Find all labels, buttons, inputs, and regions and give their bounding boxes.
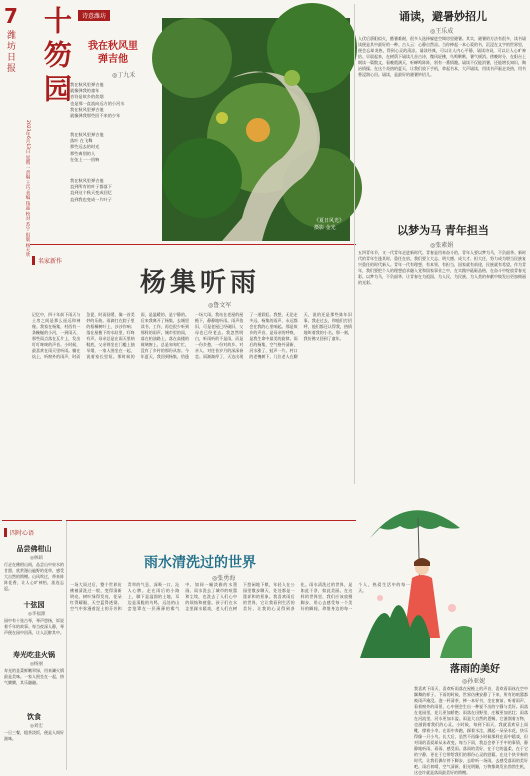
poem-tag: 诗意潍坊	[78, 10, 110, 21]
right-top-title: 诵读，避暑妙招儿	[399, 10, 487, 23]
left-item-4-body: 一日三餐，粗茶淡饭，便是人间好滋味。	[4, 730, 64, 741]
section-title: 十笏园	[40, 6, 73, 108]
illustrated-divider	[66, 520, 356, 521]
left-column-divider	[2, 520, 62, 521]
issue-info: 2023年6月13日 星期二 责编 王巧 美编 钱晶 校对 苏宁 组版 杨大欣	[25, 120, 30, 257]
left-item-4-author: ◎刘宏	[30, 724, 43, 729]
column-divider	[354, 4, 355, 484]
illustrated-body: 一场大雨过后，整个世界仿佛被清洗过一般，变得清新明亮。树叶绿得发亮，花朵红得耀眼，天空蓝得透彻。空气中弥漫着泥土的芬芳和青草的气息，深吸一口，沁人心脾。走在雨后的小路上，脚下是湿润的土地，耳边是清脆的鸟鸣，远处的山峦笼罩在一层薄薄的雾气中，如同一幅淡雅的水墨画。雨水洗去了城市的喧嚣和尘埃，也洗去了人们心中的烦恼和疲惫。孩子们在水洼里踩水嬉戏，老人们在树下悠闲地下棋，年轻人在公园里散步聊天，处处都是一派祥和的景象。我喜欢雨后的世界，它让我看到生活的美好，让我的心灵得到净化。雨水清洗过的世界，是如此干净，如此美丽。在这样的世界里，我们应该放慢脚步，用心去感受每一个美好的瞬间，珍惜身边的每一个人，热爱生活中的每一天。	[70, 582, 410, 611]
bottom-right-title: 落雨的美好	[450, 664, 500, 675]
illustrated-author: ◎张勇海	[212, 575, 236, 582]
illustrated-title: 雨水清洗过的世界	[144, 555, 256, 571]
poem-stanza-1: 我在秋风里弹吉他 就像弹我的童年 音符是故乡的炊烟 也是那一直流向远方的小河水 我在秋风里弹吉他 就像弹我那些回不来的少年	[70, 82, 125, 119]
bottom-right-body: 我喜欢下雨天，喜欢听雨落在屋檐上的声音，喜欢看雨丝在空中飘舞的样子。下雨的时候，世界仿佛安静了下来，所有的喧嚣都被雨声淹没。泡一杯清茶，捧一本好书，坐在窗前，听着雨声，看着窗外的雨景，心中便会生出一种说不出的宁静与美好。雨落在花园里，花儿更加娇艳；雨落在田野里，庄稼更加茁壮；雨落在河流里，河水更加丰盈。雨是大自然的恩赐，它滋润着万物，也滋润着我们的心灵。小时候，每到下雨天，我就喜欢穿上雨靴，撑着小伞，在雨中奔跑，踩着水洼，溅起一朵朵水花，快乐得像一只小鸟。长大后，虽然不再像小时候那样在雨中嬉戏，但对雨的喜爱却从未改变。每当下雨，我总会停下手中的事情，静静地听雨、看雨、感受雨。落雨的美好，在于它的温柔，在于它的宁静，更在于它带给我们的那份心灵的慰藉。在这个快节奏的时代，让我们偶尔停下脚步，去聆听一场雨，去感受落雨的美好吧。雨后初晴，空气清新，阳光明媚，万物都焕发出勃勃生机，这也许就是落雨最美好的馈赠。	[414, 686, 528, 775]
poem-author: ◎丁九禾	[112, 72, 136, 79]
left-item-1-title: 品尝佛柑山	[16, 544, 52, 553]
left-item-1-body: 行走在佛柑山间，品尝山中泉水的甘甜，欣赏漫山遍野的花草，感受大自然的馈赠。山风吹过，带来阵阵花香，让人心旷神怡，流连忘返。	[4, 562, 64, 591]
summer-photo	[162, 18, 350, 241]
left-bottom-divider	[66, 520, 67, 770]
main-article-title: 杨集听雨	[140, 268, 261, 298]
main-article-body: 记忆中，四十年前下雨天与土房之间是那么遥远和神秘。我家在杨集，村西有一条蜿蜒的小河，一到雨天，那些雨点落在瓦片上，发出叮叮咚咚的声音。小时候，最喜欢在雨天里听雨。躺在炕上，听窗外的雨声，时而急促，时而舒缓，像一首美妙的乐曲。雨滴打在院子里的梧桐树叶上，沙沙作响；落在屋檐下的水缸里，叮咚有声。母亲总是在雨天里纳鞋底，父亲则坐在门槛上抽旱烟，一家人围坐在一起，说着家长里短。那时候的雨，是温暖的，是宁静的。后来我离开了杨集，去城里读书、工作，再也很少听到那样的雨声。城市里的雨，落在柏油路上，落在高楼的玻璃窗上，总是匆匆忙忙，没有了乡村的那份从容。今年夏天，我回到杨集，恰逢一场大雨。我站在老屋的屋檐下，静静地听雨。雨声依旧，可是老屋已经破旧，父母也已经老去。我忽然明白，听雨听的不是雨，而是一份乡愁，一份对故乡、对亲人、对往昔岁月的深深眷恋。雨渐渐停了，天边出现了一道彩虹。我想，无论走多远，杨集的雨声，永远都会在我的心里响起。那是故乡的声音，是母亲的呼唤，是我生命中最美的旋律。雨后的杨集，空气格外清新，河水涨了，蛙声一片。村口的老槐树下，几位老人在聊天，说的还是那些陈年旧事。我走过去，和他们打招呼，他们都还认得我，热情地叫着我的小名。那一刻，我仿佛又回到了童年。	[32, 312, 352, 359]
left-column-tag: 四时心语	[4, 528, 34, 537]
main-article-tag: 名家新作	[32, 256, 62, 265]
left-item-3-body: 寿光的韭菜鲜嫩翠绿，用来涮火锅最是美味。一家人围坐在一起，热气腾腾，其乐融融。	[4, 668, 64, 685]
paper-name: 潍坊日报	[5, 30, 15, 74]
left-item-2-title: 十弦园	[23, 600, 45, 609]
right-top-author: ◎王乐成	[430, 28, 454, 35]
left-item-4-title: 饮食	[27, 712, 41, 721]
poem-stanza-2: 我在秋风里弹吉他 落叶 在飞舞 那些远去的时光 那些离别的人 在弦上一一回响	[70, 132, 104, 162]
left-item-2-author: ◎李福源	[28, 612, 46, 617]
right-mid-body: 五四青年节，又一代青年走进新时代。青春是用来奋斗的，青年人要以梦为马，不负韶华。新时代的青年生逢其时，重任在肩。我们要立大志、明大德、成大才、担大任，努力成为堪当民族复兴重任的时代新人。青年一代有理想、有本领、有担当，国家就有前途，民族就有希望。作为青年，我们要把个人的理想追求融入党和国家事业之中，在实践中砥砺品格，在奋斗中绽放青春光彩。以梦为马，不负韶华，让青春在为祖国、为人民、为民族、为人类的奉献中焕发出更加绚丽的光彩。	[358, 250, 526, 285]
left-item-1-author: ◎林硕	[30, 556, 43, 561]
bottom-right-author: ◎孙亚妮	[462, 678, 486, 685]
poem-title-line1: 我在秋风里	[88, 41, 138, 52]
left-item-3-title: 寿光吃韭火锅	[13, 650, 55, 659]
umbrella-girl-illustration	[360, 488, 472, 658]
masthead	[4, 4, 32, 74]
right-mid-title: 以梦为马 青年担当	[397, 224, 489, 237]
poem-title	[66, 40, 160, 66]
photo-caption-title: 《夏日风光》	[313, 218, 344, 224]
garden-landscape-image	[162, 18, 350, 241]
left-item-3-author: ◎杨丽	[30, 662, 43, 667]
right-mid-author: ◎张素娟	[430, 242, 454, 249]
poem-title-line2: 弹吉他	[98, 54, 128, 65]
page-number: 7	[4, 4, 18, 28]
main-article-author: ◎鲁文军	[208, 302, 232, 309]
photo-caption-credit: 摄影 金光	[313, 225, 336, 231]
poem-stanza-3: 我在秋风里弹吉他 直到所有的叶子都落下 直到这个秋天变成回忆 直到我也变成一片叶子	[70, 178, 112, 202]
right-top-body: 入伏后骄阳似火，酷暑难耐，很多人选择躲进空调房里避暑。其实，避暑的方法有很多，读书诵读便是其中最好的一种。古人云：心静自然凉。当你捧起一本心爱的书，沉浸在文字的世界里，便会忘却炎热，得到心灵的清凉。诵读经典，可以让人内心平静，诵读诗词，可以让人心旷神怡。早晨起来，在树荫下诵读几首古诗，微风轻拂，鸟鸣啾啾，暑气顿消。傍晚时分，在阳台上朗读一篇散文，看晚霞满天，听蝉鸣阵阵，别有一番情趣。诵读不仅能消暑，还能增长知识，陶冶情操。在这个炎热的夏天，让我们放下手机，拿起书本，大声诵读，用读书声驱走炎热，用书香浸润心田。诵读，是最好的避暑妙招儿。	[358, 36, 526, 77]
photo-caption	[314, 217, 344, 231]
left-item-2-body: 园中有十弦古琴，琴声悠扬，诉说着千年的故事。每当夜深人静，琴声便在园中回荡，让人沉醉其中。	[4, 618, 64, 635]
section-divider	[30, 244, 356, 245]
